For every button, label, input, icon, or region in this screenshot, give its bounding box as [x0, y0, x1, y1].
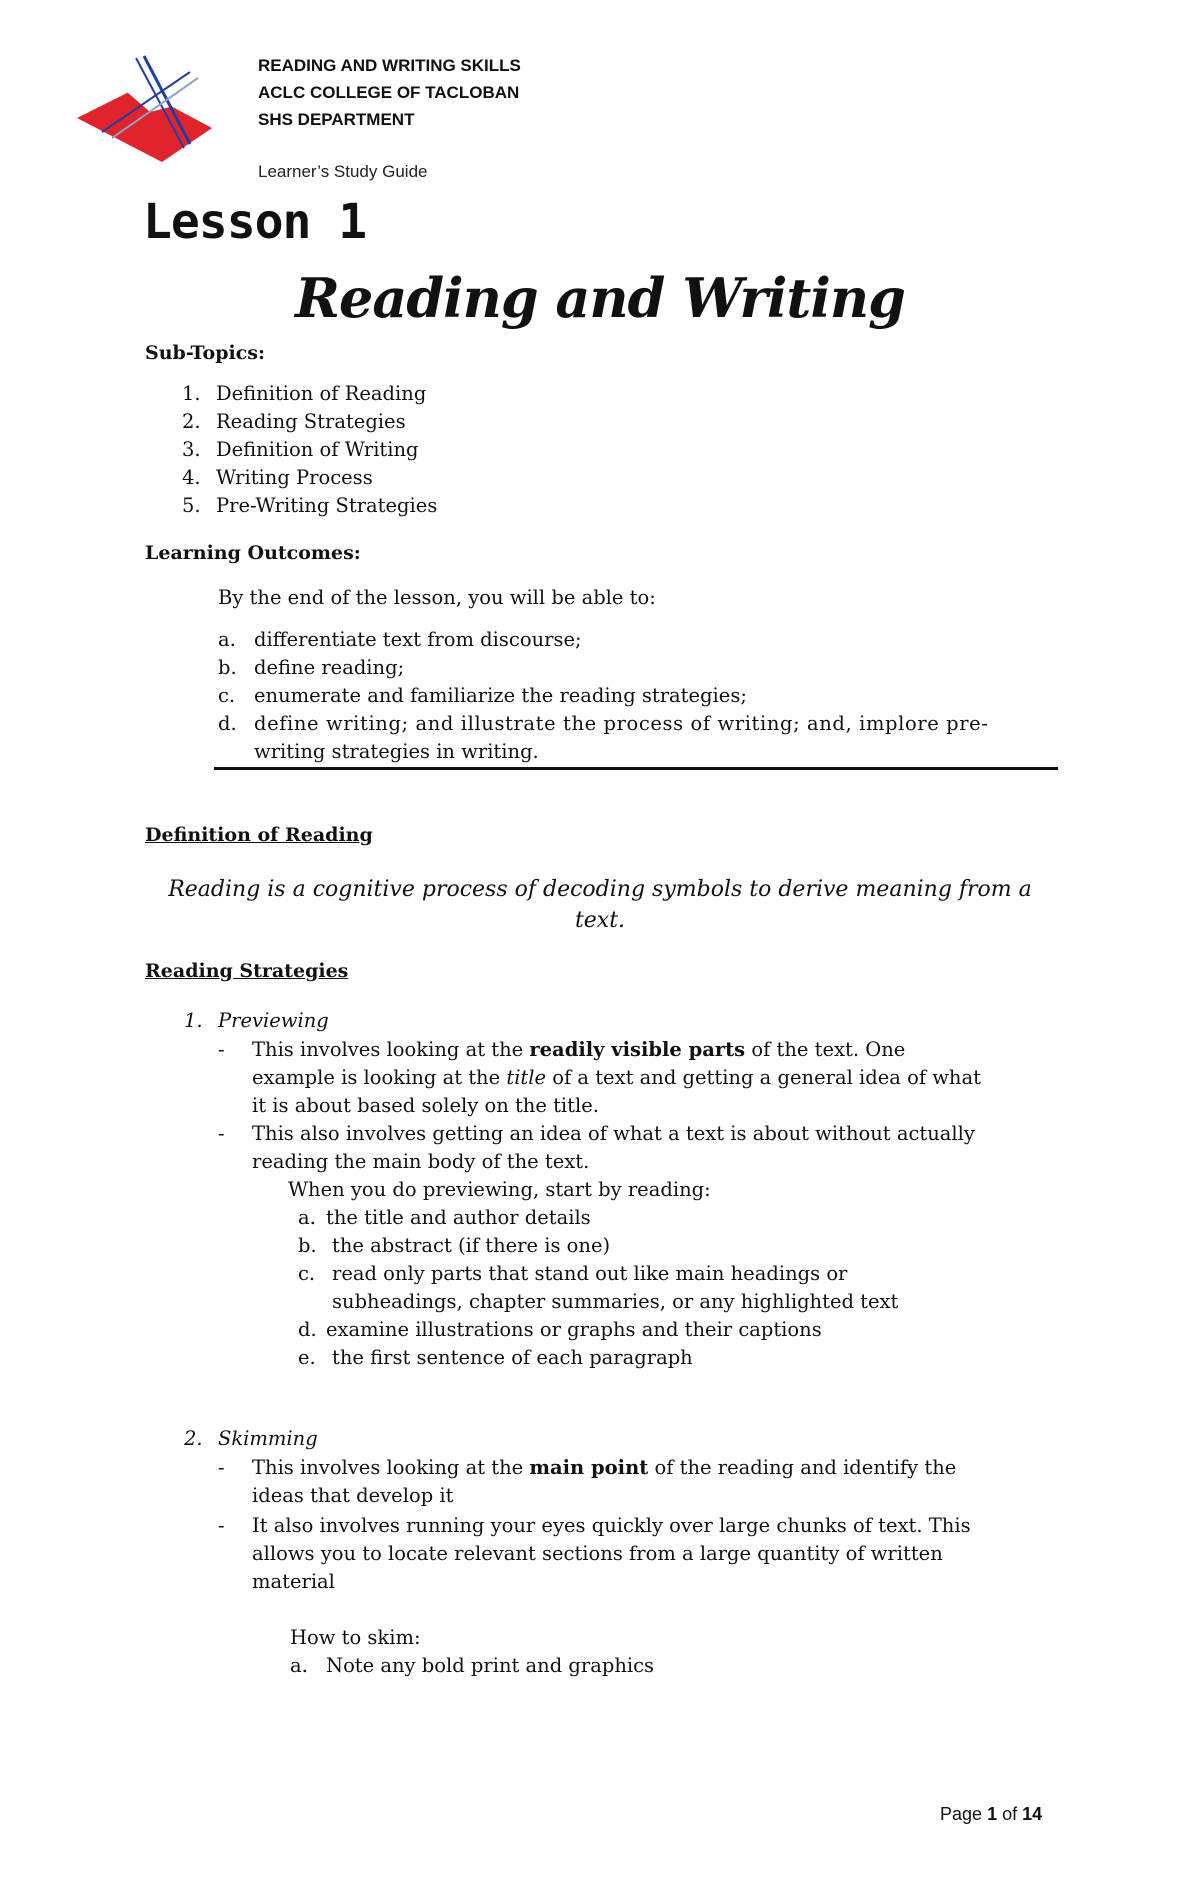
- list-item: 1. Definition of Reading: [182, 382, 427, 405]
- page-number: Page 1 of 14: [940, 1804, 1043, 1824]
- study-guide-label: Learner’s Study Guide: [258, 162, 428, 181]
- previewing-steps: [218, 1204, 1058, 1372]
- list-item: 5. Pre-Writing Strategies: [182, 494, 438, 517]
- definition-line: text.: [574, 908, 626, 933]
- list-item: b. define reading;: [218, 656, 405, 679]
- section-divider: [214, 767, 1058, 770]
- skimming-how: How to skim:: [290, 1626, 421, 1649]
- list-item: e. the first sentence of each paragraph: [298, 1346, 693, 1369]
- list-item: a. Note any bold print and graphics: [290, 1654, 655, 1677]
- list-item-continued: subheadings, chapter summaries, or any highlighted text: [332, 1290, 899, 1313]
- outcomes-intro: By the end of the lesson, you will be able to:: [218, 586, 656, 609]
- list-item: d. examine illustrations or graphs and their captions: [298, 1318, 822, 1341]
- strategy-skimming-title: 2. Skimming: [184, 1427, 318, 1450]
- list-item: a. the title and author details: [298, 1206, 591, 1229]
- bullet-item: - This involves looking at the main point of the reading and identify the ideas that develop it: [218, 1456, 957, 1507]
- outcomes-label: Learning Outcomes:: [145, 542, 361, 564]
- list-item: 3. Definition of Writing: [182, 438, 419, 461]
- lesson-title: Lesson 1: [143, 194, 367, 250]
- strategies-heading: Reading Strategies: [145, 960, 349, 982]
- bullet-item: - This also involves getting an idea of what a text is about without actually reading the main body of the text.: [218, 1122, 975, 1173]
- list-item: 2. Reading Strategies: [182, 410, 406, 433]
- skimming-bullets: [218, 1454, 1058, 1680]
- subtopics-list: [182, 380, 437, 520]
- previewing-intro: When you do previewing, start by reading:: [288, 1178, 711, 1201]
- list-item-continued: writing strategies in writing.: [254, 740, 539, 763]
- header-department: SHS DEPARTMENT: [258, 110, 415, 129]
- list-item: d. define writing; and illustrate the process of writing; and, implore pre-: [218, 712, 989, 735]
- list-item: b. the abstract (if there is one): [298, 1234, 611, 1257]
- strategy-previewing-title: 1. Previewing: [184, 1009, 329, 1032]
- list-item: c. enumerate and familiarize the reading strategies;: [218, 684, 747, 707]
- subject-title: Reading and Writing: [295, 266, 905, 330]
- header-course: READING AND WRITING SKILLS: [258, 56, 521, 75]
- list-item: c. read only parts that stand out like main headings or: [298, 1262, 848, 1285]
- definition-line: Reading is a cognitive process of decoding symbols to derive meaning from a: [168, 877, 1032, 902]
- bullet-item: - This involves looking at the readily visible parts of the text. One example is looking at the title of a text and getting a general idea of what it is about based solely on the title.: [218, 1038, 981, 1117]
- aclc-logo: [72, 52, 232, 172]
- definition-text: [0, 874, 1200, 936]
- header-school: ACLC COLLEGE OF TACLOBAN: [258, 83, 520, 102]
- definition-heading: Definition of Reading: [145, 824, 373, 846]
- previewing-bullets: [218, 1036, 1058, 1372]
- bullet-item: - It also involves running your eyes quickly over large chunks of text. This allows you to locate relevant sections from a large quantity of written material: [218, 1514, 971, 1593]
- list-item: 4. Writing Process: [182, 466, 373, 489]
- list-item: a. differentiate text from discourse;: [218, 628, 582, 651]
- outcomes-list: [218, 626, 1058, 766]
- subtopics-label: Sub-Topics:: [145, 342, 265, 364]
